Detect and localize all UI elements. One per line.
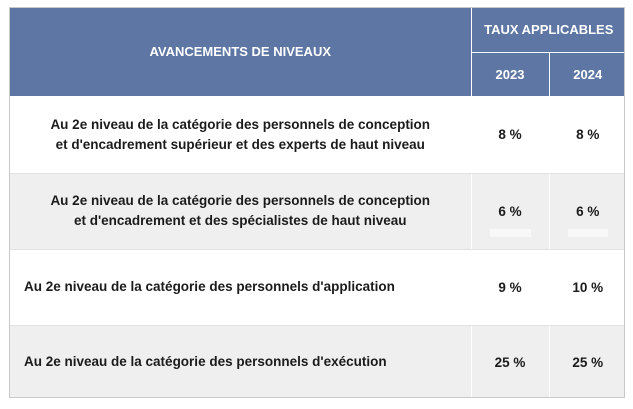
rates-table-container	[9, 7, 625, 398]
rate-2024: 8 %	[549, 96, 625, 173]
row-label-line: Au 2e niveau de la catégorie des personnels d'exécution	[24, 354, 387, 370]
row-label	[10, 173, 471, 249]
header-taux-applicables: TAUX APPLICABLES	[471, 8, 625, 52]
rate-2024: 6 %	[549, 173, 625, 249]
row-label	[10, 96, 471, 173]
table-header	[10, 8, 625, 96]
rate-2024: 25 %	[549, 325, 625, 398]
rate-2024: 10 %	[549, 249, 625, 325]
header-year-2024: 2024	[549, 52, 625, 96]
header-avancements: AVANCEMENTS DE NIVEAUX	[10, 8, 471, 96]
table-row	[10, 173, 625, 249]
row-label-line: Au 2e niveau de la catégorie des personnels d'application	[24, 279, 395, 294]
table-body	[10, 96, 625, 398]
row-label-line: Au 2e niveau de la catégorie des personnels de conception	[50, 193, 431, 208]
rate-2023: 9 %	[471, 249, 549, 325]
row-label-line: et d'encadrement supérieur et des experts de haut niveau	[55, 136, 425, 152]
row-label	[10, 249, 471, 325]
table-row	[10, 96, 625, 173]
rates-table	[10, 8, 625, 398]
table-row	[10, 249, 625, 325]
row-label-line: Au 2e niveau de la catégorie des personnels de conception	[50, 116, 431, 132]
rate-2023: 25 %	[471, 325, 549, 398]
table-row	[10, 325, 625, 398]
row-label-line: et d'encadrement et des spécialistes de haut niveau	[73, 213, 407, 228]
row-label	[10, 325, 471, 398]
rate-2023: 6 %	[471, 173, 549, 249]
rate-2023: 8 %	[471, 96, 549, 173]
header-year-2023: 2023	[471, 52, 549, 96]
